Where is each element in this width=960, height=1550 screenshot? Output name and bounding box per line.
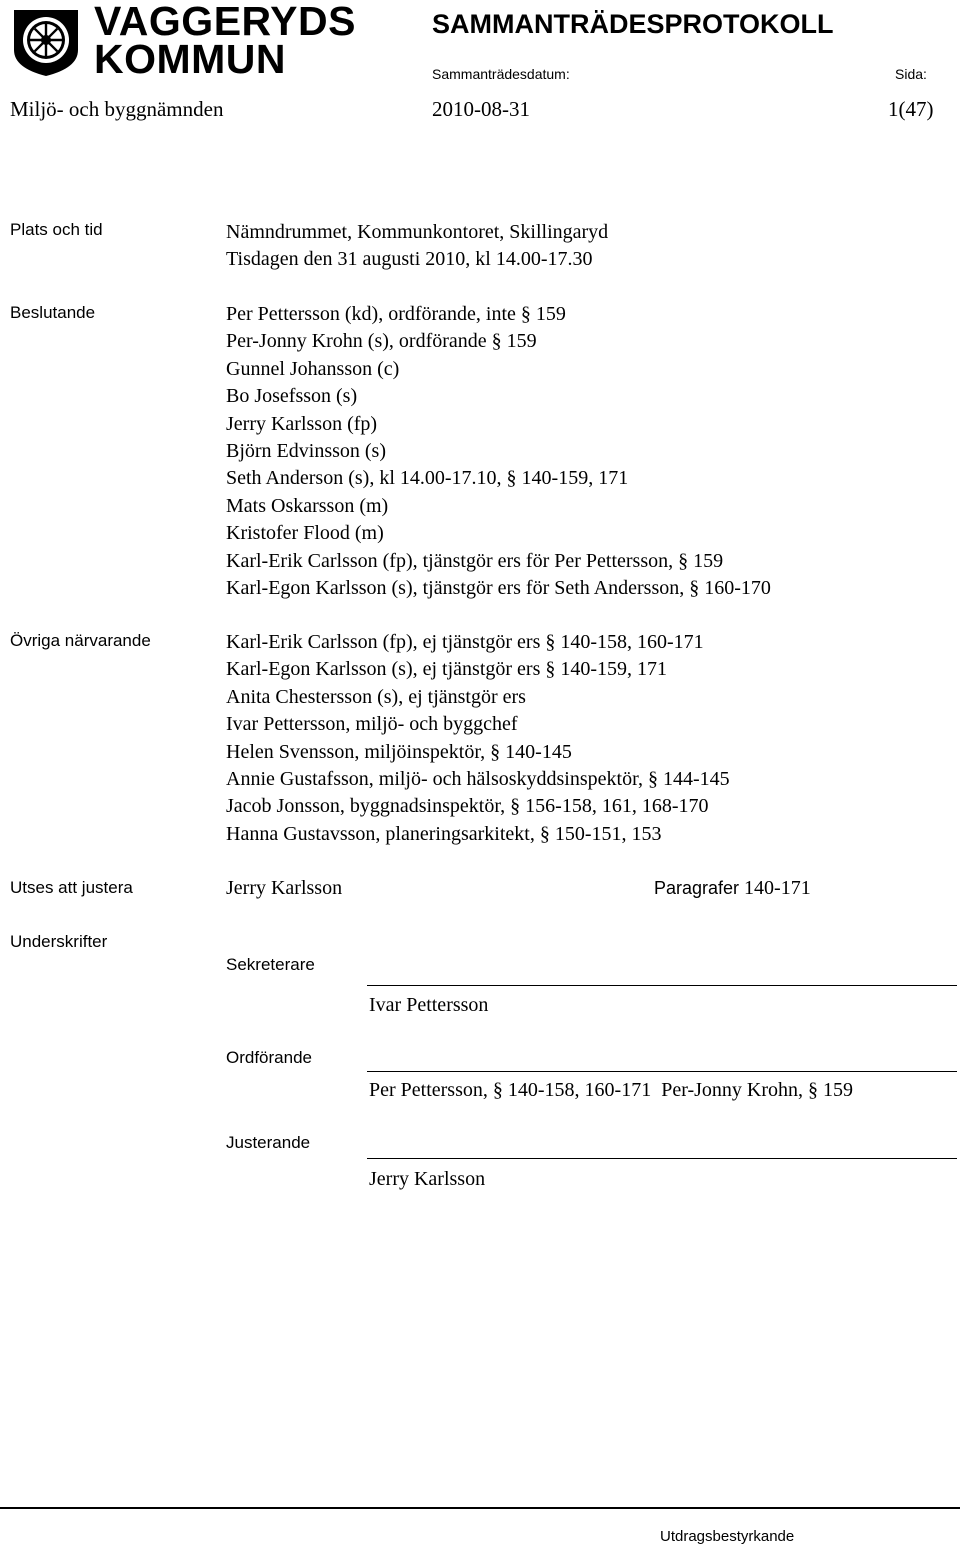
decision-makers-list xyxy=(226,301,771,602)
place-time-label: Plats och tid xyxy=(10,220,103,239)
list-item: Anita Chestersson (s), ej tjänstgör ers xyxy=(226,685,526,708)
others-present-list xyxy=(226,629,730,848)
decision-makers-label: Beslutande xyxy=(10,303,96,322)
list-item: Karl-Erik Carlsson (fp), tjänstgör ers för Per Pettersson, § 159 xyxy=(226,549,724,572)
adjuster-signature-line xyxy=(367,1158,957,1159)
list-item: Kristofer Flood (m) xyxy=(226,522,384,545)
list-item: Hanna Gustavsson, planeringsarkitekt, § 150-151, 153 xyxy=(226,822,662,845)
meeting-date: 2010-08-31 xyxy=(432,97,530,121)
chair-signature-line xyxy=(367,1071,957,1072)
secretary-signature-line xyxy=(367,985,957,986)
place-time-block xyxy=(226,219,608,274)
municipality-logo xyxy=(10,6,82,78)
others-present-label: Övriga närvarande xyxy=(10,631,151,650)
committee-name: Miljö- och byggnämnden xyxy=(10,97,224,121)
list-item: Karl-Egon Karlsson (s), tjänstgör ers för Seth Andersson, § 160-170 xyxy=(226,577,771,600)
list-item: Annie Gustafsson, miljö- och hälsoskyddsinspektör, § 144-145 xyxy=(226,768,730,791)
list-item: Karl-Egon Karlsson (s), ej tjänstgör ers § 140-159, 171 xyxy=(226,658,668,681)
adjuster-name: Jerry Karlsson xyxy=(369,1168,486,1190)
list-item: Per-Jonny Krohn (s), ordförande § 159 xyxy=(226,330,537,353)
place-line: Nämndrummet, Kommunkontoret, Skillingaryd xyxy=(226,221,609,243)
signatures-label: Underskrifter xyxy=(10,932,108,951)
document-title: SAMMANTRÄDESPROTOKOLL xyxy=(432,9,834,39)
adjuster-appointed-name: Jerry Karlsson xyxy=(226,877,343,899)
logo-text-vaggeryds: VAGGERYDS xyxy=(94,0,356,44)
list-item: Helen Svensson, miljöinspektör, § 140-145 xyxy=(226,740,572,763)
secretary-label: Sekreterare xyxy=(226,955,315,974)
adjuster-label: Justerande xyxy=(226,1133,311,1152)
logo-text-kommun: KOMMUN xyxy=(94,36,287,82)
paragraphs-label: Paragrafer xyxy=(654,878,740,898)
list-item: Mats Oskarsson (m) xyxy=(226,494,389,517)
paragraphs-range xyxy=(654,877,811,900)
page-number: 1(47) xyxy=(888,97,934,121)
secretary-name: Ivar Pettersson xyxy=(369,994,489,1016)
page-label: Sida: xyxy=(895,66,927,82)
adjuster-appointed-label: Utses att justera xyxy=(10,878,133,897)
meeting-date-label: Sammanträdesdatum: xyxy=(432,66,570,82)
chair-names: Per Pettersson, § 140-158, 160-171 Per-Jonny Krohn, § 159 xyxy=(369,1079,854,1101)
time-line: Tisdagen den 31 augusti 2010, kl 14.00-17.30 xyxy=(226,248,593,271)
list-item: Seth Anderson (s), kl 14.00-17.10, § 140-159, 171 xyxy=(226,467,629,490)
list-item: Gunnel Johansson (c) xyxy=(226,357,400,380)
list-item: Jerry Karlsson (fp) xyxy=(226,412,378,435)
list-item: Per Pettersson (kd), ordförande, inte § 159 xyxy=(226,303,566,325)
certified-extract-label: Utdragsbestyrkande xyxy=(660,1528,795,1545)
list-item: Björn Edvinsson (s) xyxy=(226,440,386,463)
paragraphs-value: 140-171 xyxy=(744,877,811,899)
list-item: Bo Josefsson (s) xyxy=(226,385,358,408)
list-item: Karl-Erik Carlsson (fp), ej tjänstgör ers § 140-158, 160-171 xyxy=(226,631,704,653)
footer-divider xyxy=(0,1507,960,1509)
list-item: Ivar Pettersson, miljö- och byggchef xyxy=(226,713,518,736)
chair-label: Ordförande xyxy=(226,1048,312,1067)
list-item: Jacob Jonsson, byggnadsinspektör, § 156-158, 161, 168-170 xyxy=(226,795,709,818)
